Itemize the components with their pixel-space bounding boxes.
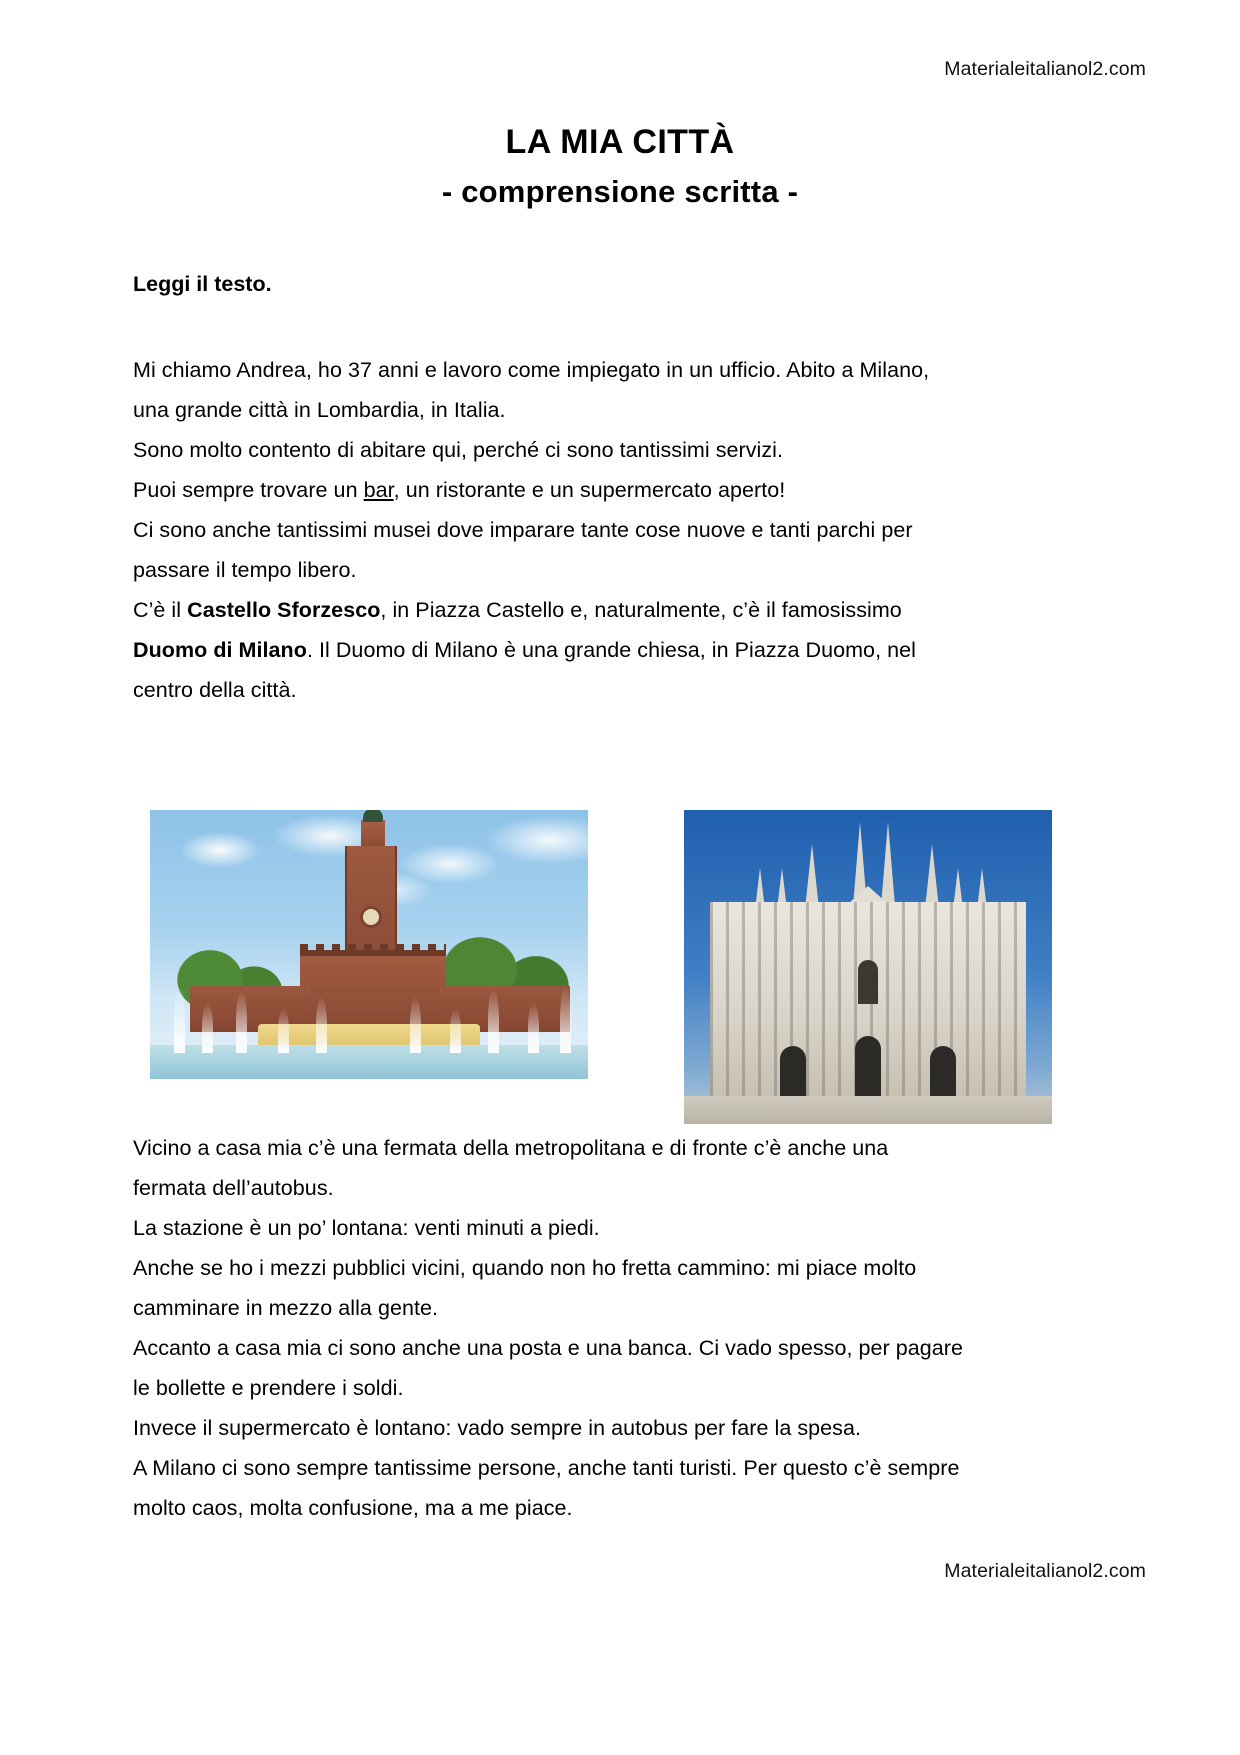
- passage-lower-line-6: A Milano ci sono sempre tantissime persone, anche tanti turisti. Per questo c’è sempre molto caos, molta confusione, ma a me piace.: [133, 1456, 960, 1520]
- fountain-jet: [236, 991, 247, 1053]
- passage-lower-line-2: La stazione è un po’ lontana: venti minuti a piedi.: [133, 1216, 600, 1240]
- passage-lower-line-5: Invece il supermercato è lontano: vado sempre in autobus per fare la spesa.: [133, 1416, 861, 1440]
- passage-lower-line-3: Anche se ho i mezzi pubblici vicini, quando non ho fretta cammino: mi piace molto camminare in mezzo alla gente.: [133, 1256, 917, 1320]
- passage-paragraph-top: [133, 350, 963, 710]
- passage-line-3-part-b: , un ristorante e un supermercato aperto!: [393, 478, 786, 503]
- castle-clock-face: [360, 906, 382, 928]
- passage-lower-line-1: Vicino a casa mia c’è una fermata della metropolitana e di fronte c’è anche una fermata dell’autobus.: [133, 1136, 889, 1200]
- passage-paragraph-bottom: [133, 1128, 963, 1528]
- fountain-jet: [202, 1003, 213, 1053]
- fountain-jet: [488, 989, 499, 1053]
- castle-sforzesco-image: [150, 810, 588, 1079]
- fountain-jet: [174, 985, 185, 1053]
- fountain-jet: [316, 997, 327, 1053]
- worksheet-content: [133, 268, 963, 710]
- duomo-side-portal: [780, 1046, 806, 1098]
- passage-line-1: Mi chiamo Andrea, ho 37 anni e lavoro come impiegato in un ufficio. Abito a Milano, una grande città in Lombardia, in Italia.: [133, 358, 930, 423]
- page-title: LA MIA CITTÀ: [505, 123, 735, 161]
- duomo-di-milano-image: [684, 810, 1052, 1124]
- passage-line-5-part-b: , in Piazza Castello e, naturalmente, c’è il famosissimo: [380, 598, 902, 623]
- duomo-rose-window: [858, 960, 878, 1004]
- fountain-jet: [560, 987, 571, 1053]
- figure-group: [0, 810, 1240, 1110]
- passage-bold-duomo-di-milano: Duomo di Milano: [133, 638, 307, 663]
- passage-bold-castello-sforzesco: Castello Sforzesco: [187, 598, 381, 623]
- passage-line-5-part-c: . Il Duomo di Milano è una grande chiesa, in Piazza Duomo, nel centro della città.: [133, 638, 916, 703]
- passage-line-3-part-a: Puoi sempre trovare un: [133, 478, 364, 503]
- title-block: [0, 122, 1240, 212]
- passage-underlined-bar: bar: [363, 478, 394, 503]
- castle-clock-tower: [345, 846, 397, 956]
- page-subtitle: - comprensione scritta -: [441, 174, 799, 210]
- duomo-side-portal: [930, 1046, 956, 1098]
- fountain-jet: [450, 1009, 461, 1053]
- site-watermark-header: Materialeitalianol2.com: [944, 58, 1146, 80]
- passage-lower-line-4: Accanto a casa mia ci sono anche una posta e una banca. Ci vado spesso, per pagare le bollette e prendere i soldi.: [133, 1336, 963, 1400]
- fountain-jet: [528, 1003, 539, 1053]
- duomo-main-portal: [855, 1036, 881, 1098]
- duomo-piazza-ground: [684, 1096, 1052, 1124]
- fountain-jet: [410, 997, 421, 1053]
- site-watermark-footer: Materialeitalianol2.com: [944, 1560, 1146, 1582]
- fountain-water: [150, 1045, 588, 1079]
- passage-line-2: Sono molto contento di abitare qui, perché ci sono tantissimi servizi.: [133, 438, 784, 463]
- passage-line-4: Ci sono anche tantissimi musei dove imparare tante cose nuove e tanti parchi per passare il tempo libero.: [133, 518, 913, 583]
- instruction-text: Leggi il testo.: [133, 272, 272, 296]
- passage-line-5-part-a: C’è il: [133, 598, 188, 623]
- worksheet-content-lower: [133, 1128, 963, 1528]
- fountain-jet: [278, 1009, 289, 1053]
